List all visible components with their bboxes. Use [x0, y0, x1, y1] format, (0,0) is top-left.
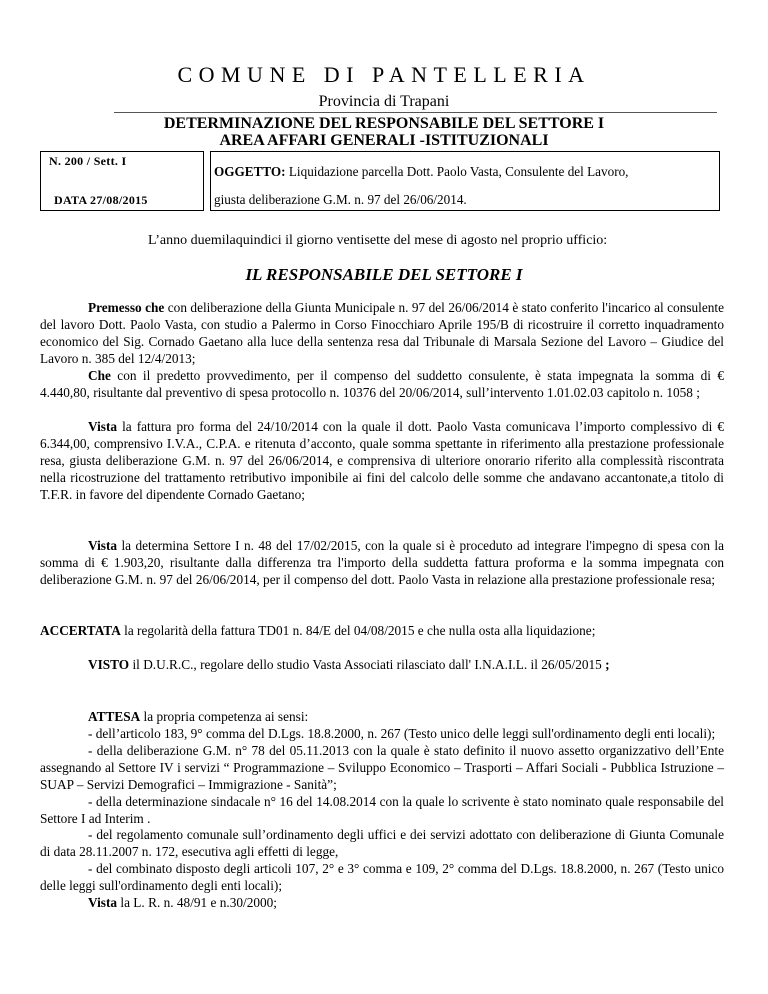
- paragraph-text: la regolarità della fattura TD01 n. 84/E del 04/08/2015 e che nulla osta alla liquidazione;: [120, 623, 596, 638]
- subject-text-1: Liquidazione parcella Dott. Paolo Vasta, Consulente del Lavoro,: [285, 164, 629, 179]
- competence-list: [40, 726, 724, 912]
- paragraph-lead: Vista: [88, 538, 118, 553]
- paragraph-text: la fattura pro forma del 24/10/2014 con la quale il dott. Paolo Vasta comunicava l’importo complessivo di € 6.344,00, comprensivo I.V.A., C.P.A. e ritenuta d’acconto, quale somma spettante in riferimento alla prestazione professionale resa, giusta deliberazione G.M. n. 97 del 26/06/2014, e comprensiva di ulteriore onorario riferito alla complessità riscontrata nella ricostruzione del trattamento retributivo imponibile ai fini del calcolo delle somme che andavano accantonate,a titolo di T.F.R. in favore del dipendente Cornado Gaetano;: [40, 419, 724, 502]
- comune-title: COMUNE DI PANTELLERIA: [177, 62, 591, 87]
- paragraph-text: la determina Settore I n. 48 del 17/02/2015, con la quale si è proceduto ad integrare l'impegno di spesa con la somma di € 1.903,20, risultante dalla differenza tra l'importo della suddetta fattura proforma e la somma impegnata con deliberazione G.M. n. 97 del 26/06/2014, per il compenso del dott. Paolo Vasta in relazione alla prestazione professionale resa;: [40, 538, 724, 587]
- paragraph-lead: Premesso che: [88, 300, 165, 315]
- provincia-subtitle: Provincia di Trapani: [318, 93, 450, 110]
- paragraph-lead: Vista: [88, 419, 118, 434]
- list-item: - del combinato disposto degli articoli 107, 2° e 3° comma e 109, 2° comma del D.Lgs. 18.8.2000, n. 267 (Testo unico delle leggi sull'ordinamento degli enti locali);: [40, 861, 724, 894]
- paragraph-lead: VISTO: [88, 657, 130, 672]
- paragraph-text: con deliberazione della Giunta Municipale n. 97 del 26/06/2014 è stato conferito l'incarico al consulente del lavoro Dott. Paolo Vasta, con studio a Palermo in Corso Finocchiaro Aprile 195/B di ricostruire il corretto inquadramento economico del Sig. Cornado Gaetano alla luce della sentenza resa dal Tribunale di Marsala Sezione del Lavoro – Giudice del Lavoro n. 385 del 12/4/2013;: [40, 300, 725, 366]
- header-divider: [114, 112, 717, 113]
- list-item: - della determinazione sindacale n° 16 del 14.08.2014 con la quale lo scrivente è stato nominato quale responsabile del Settore I ad Interim .: [40, 793, 724, 826]
- list-item: - della deliberazione G.M. n° 78 del 05.11.2013 con la quale è stato definito il nuovo assetto organizzativo dell’Ente assegnando al Settore IV i servizi “ Programmazione – Sviluppo Economico – Trasporti – Affari Sociali - Pubblica Istruzione – SUAP – Servizi Demografici – Immigrazione - Sanità”;: [40, 742, 724, 792]
- paragraph-text: la L. R. n. 48/91 e n.30/2000;: [117, 895, 277, 911]
- subject-line-1: [214, 164, 628, 180]
- paragraph-visto-durc: [40, 657, 724, 674]
- paragraph-text: la propria competenza ai sensi:: [140, 709, 309, 724]
- paragraph-lead: Vista: [88, 895, 118, 911]
- paragraph-lead: ATTESA: [88, 709, 141, 724]
- paragraph-accertata: [40, 623, 724, 640]
- paragraph-attesa: [40, 709, 724, 726]
- paragraph-text: il D.U.R.C., regolare dello studio Vasta Associati rilasciato dall' I.N.A.I.L. il 26/05/2015: [129, 657, 606, 672]
- list-item: - dell’articolo 183, 9° comma del D.Lgs. 18.8.2000, n. 267 (Testo unico delle leggi sull'ordinamento degli enti locali);: [88, 726, 716, 741]
- determinazione-title: DETERMINAZIONE DEL RESPONSABILE DEL SETTORE I: [163, 115, 605, 132]
- intro-line: L’anno duemilaquindici il giorno ventisette del mese di agosto nel proprio ufficio:: [148, 233, 608, 248]
- paragraph-vista-fattura: [40, 419, 724, 504]
- paragraph-vista-determina: [40, 538, 724, 589]
- paragraph-tail: ;: [605, 657, 610, 672]
- subject-line-2: giusta deliberazione G.M. n. 97 del 26/06/2014.: [214, 192, 467, 207]
- list-item: - del regolamento comunale sull’ordinamento degli uffici e dei servizi adottato con deliberazione di Giunta Comunale di data 28.11.2007 n. 172, esecutiva agli effetti di legge,: [40, 827, 724, 860]
- paragraph-lead: ACCERTATA: [40, 623, 121, 638]
- paragraph-premesso: [40, 300, 724, 368]
- number-date-box: [40, 151, 204, 211]
- section-heading: IL RESPONSABILE DEL SETTORE I: [245, 265, 523, 284]
- header-boxes: [40, 151, 720, 211]
- determination-number: N. 200 / Sett. I: [49, 154, 127, 168]
- area-title: AREA AFFARI GENERALI -ISTITUZIONALI: [219, 132, 549, 149]
- determination-date: DATA 27/08/2015: [54, 193, 148, 207]
- subject-box: [210, 151, 720, 211]
- subject-label: OGGETTO:: [214, 164, 286, 179]
- list-item-vista: [40, 895, 724, 912]
- paragraph-che: [40, 368, 724, 402]
- paragraph-lead: Che: [88, 368, 111, 383]
- paragraph-text: con il predetto provvedimento, per il compenso del suddetto consulente, è stata impegnata la somma di € 4.440,80, risultante dal preventivo di spesa protocollo n. 10376 del 20/06/2014, sull’intervento 1.01.02.03 capitolo n. 1058 ;: [40, 368, 724, 400]
